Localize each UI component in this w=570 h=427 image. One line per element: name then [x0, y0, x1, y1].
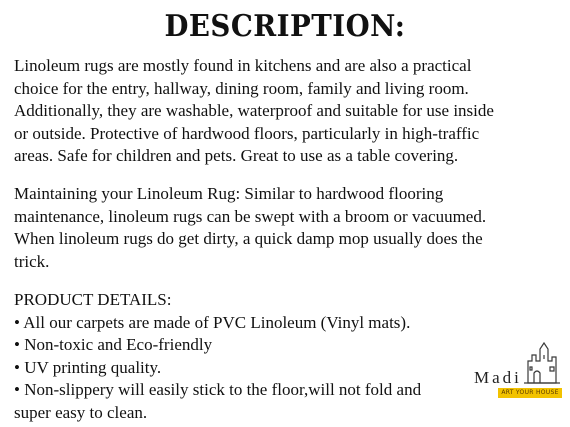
list-item: • UV printing quality. — [14, 357, 162, 377]
castle-icon — [522, 341, 562, 385]
list-item: • All our carpets are made of PVC Linoleum (Vinyl mats). — [14, 312, 411, 332]
text-line: or outside. Protective of hardwood floors, particularly in high-traffic — [14, 123, 480, 143]
product-details-heading: PRODUCT DETAILS: — [14, 290, 172, 309]
list-item: • Non-slippery will easily stick to the floor,will not fold and — [14, 380, 422, 399]
text-line: Maintaining your Linoleum Rug: Similar to hardwood flooring — [14, 184, 444, 203]
list-item: super easy to clean. — [14, 402, 148, 422]
list-item: • Non-toxic and Eco-friendly — [14, 335, 213, 354]
text-line: choice for the entry, hallway, dining room, family and living room. — [14, 78, 469, 98]
logo-wordmark: Madi — [474, 368, 522, 387]
text-line: Additionally, they are washable, waterproof and suitable for use inside — [14, 101, 494, 120]
brand-logo — [474, 341, 566, 399]
logo-tagline: ART YOUR HOUSE — [498, 388, 562, 398]
page-title: DESCRIPTION: — [164, 9, 406, 44]
text-line: maintenance, linoleum rugs can be swept with a broom or vacuumed. — [14, 206, 487, 226]
text-line: When linoleum rugs do get dirty, a quick damp mop usually does the — [14, 229, 483, 248]
maintenance-paragraph — [14, 183, 570, 273]
text-line: Linoleum rugs are mostly found in kitchens and are also a practical — [14, 56, 472, 75]
description-paragraph — [14, 55, 570, 168]
text-line: trick. — [14, 251, 50, 271]
text-line: areas. Safe for children and pets. Great to use as a table covering. — [14, 146, 459, 165]
